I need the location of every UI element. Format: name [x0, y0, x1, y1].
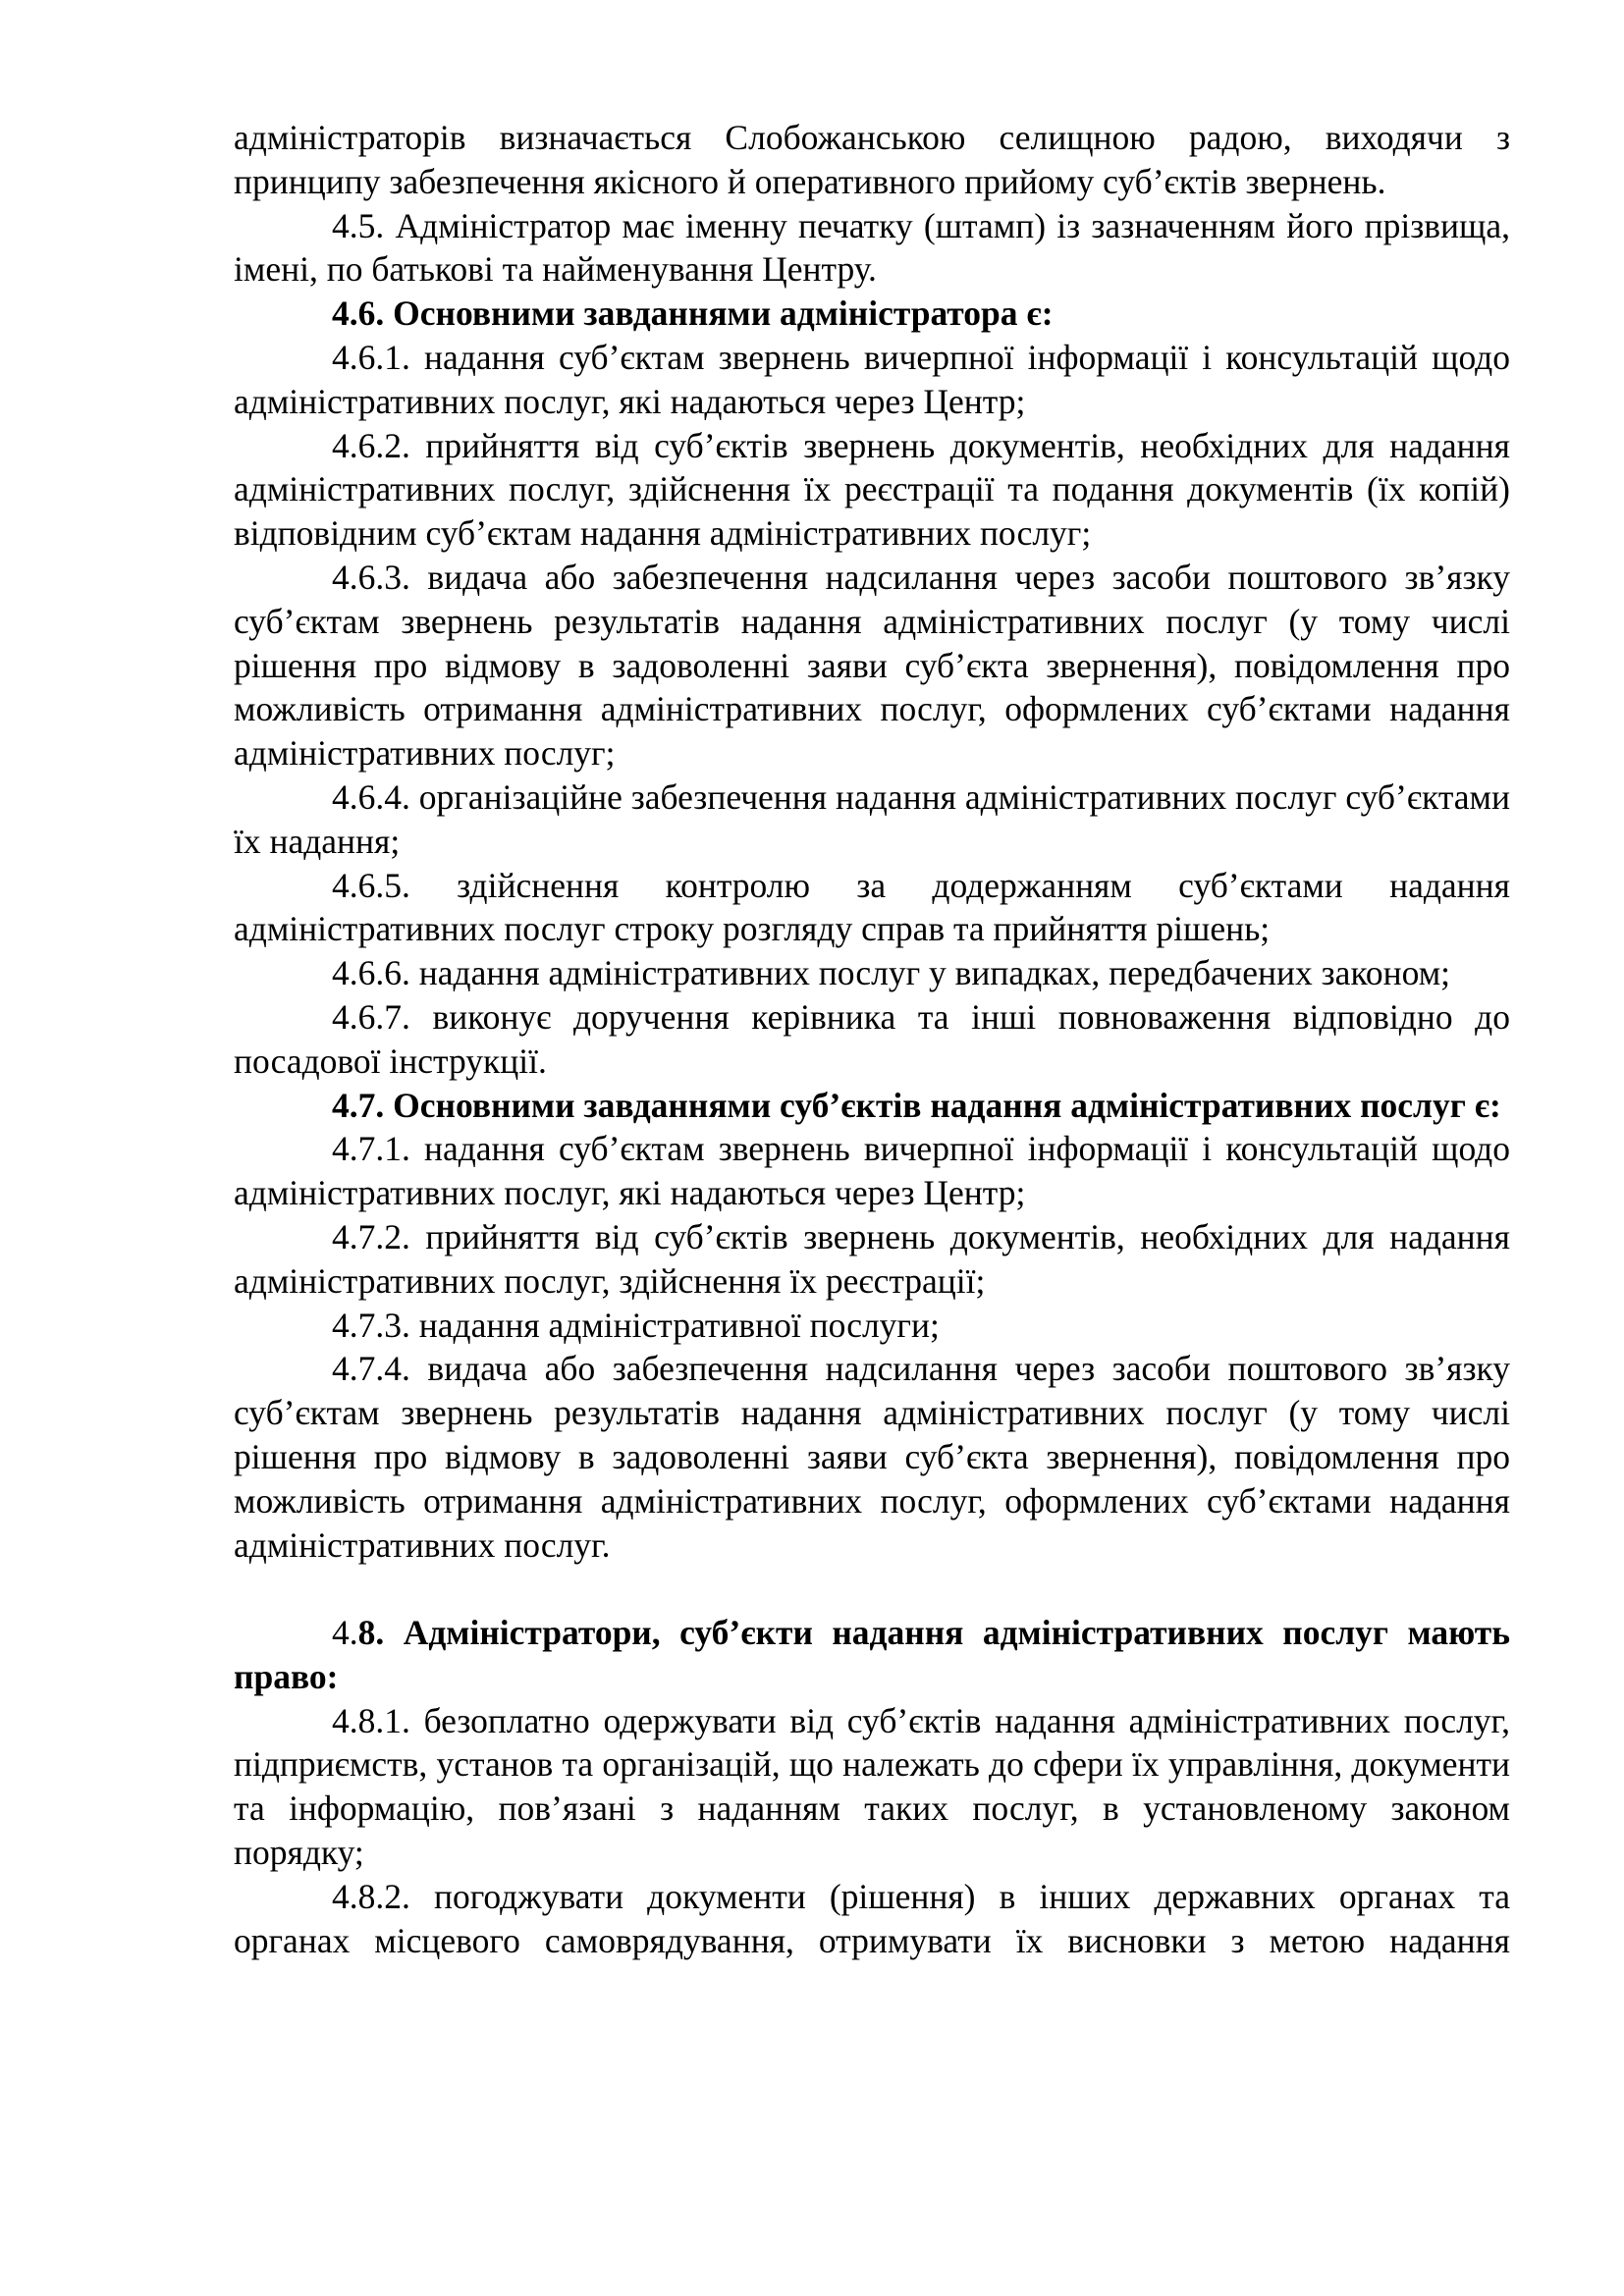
heading-4-6 — [234, 292, 1510, 336]
paragraph-4-7-4: 4.7.4. видача або забезпечення надсилання через засоби поштового зв’язку суб’єктам звернень результатів надання адміністративних послуг (у тому числі рішення про відмову в задоволенні заяви суб’єкта звернення), повідомлення про можливість отримання адміністративних послуг, оформлених суб’єктами надання адміністративних послуг. — [234, 1349, 1510, 1565]
paragraph-4-7-1: 4.7.1. надання суб’єктам звернень вичерпної інформації і консультацій щодо адміністративних послуг, які надаються через Центр; — [234, 1129, 1510, 1213]
paragraph-4-6-2: 4.6.2. прийняття від суб’єктів звернень документів, необхідних для надання адміністративних послуг, здійснення їх реєстрації та подання документів (їх копій) відповідним суб’єктам надання адміністративних послуг; — [234, 425, 1510, 554]
paragraph-4-6-4: 4.6.4. організаційне забезпечення надання адміністративних послуг суб’єктами їх надання; — [234, 776, 1510, 861]
paragraph-4-8-1: 4.8.1. безоплатно одержувати від суб’єктів надання адміністративних послуг, підприємств, установ та організацій, що належать до сфери їх управління, документи та інформацію, пов’язані з наданням таких послуг, в установленому законом порядку; — [234, 1700, 1510, 1873]
paragraph-4-6-6: 4.6.6. надання адміністративних послуг у випадках, передбачених законом; — [332, 953, 1451, 993]
paragraph-4-5: 4.5. Адміністратор має іменну печатку (штамп) із зазначенням його прізвища, імені, по батькові та найменування Центру. — [234, 205, 1510, 290]
heading-4-8-prefix: 4. — [332, 1613, 358, 1653]
heading-4-8-text: 8. Адміністратори, суб’єкти надання адміністративних послуг мають право: — [234, 1613, 1510, 1696]
paragraph-4-6-3: 4.6.3. видача або забезпечення надсилання через засоби поштового зв’язку суб’єктам звернень результатів надання адміністративних послуг (у тому числі рішення про відмову в задоволенні заяви суб’єкта звернення), повідомлення про можливість отримання адміністративних послуг, оформлених суб’єктами надання адміністративних послуг; — [234, 557, 1510, 774]
paragraph-continuation: адміністраторів визначається Слобожанською селищною радою, виходячи з принципу забезпечення якісного й оперативного прийому суб’єктів звернень. — [234, 118, 1510, 201]
paragraph-gap — [234, 1567, 1510, 1611]
heading-4-6-text: 4.6. Основними завданнями адміністратора є: — [332, 294, 1054, 334]
paragraph-4-8-2: 4.8.2. погоджувати документи (рішення) в інших державних органах та органах місцевого самоврядування, отримувати їх висновки з метою надання — [234, 1876, 1510, 1960]
paragraph-4-7-2: 4.7.2. прийняття від суб’єктів звернень документів, необхідних для надання адміністративних послуг, здійснення їх реєстрації; — [234, 1216, 1510, 1301]
document-page — [234, 116, 1510, 1962]
heading-4-7 — [234, 1084, 1510, 1128]
heading-4-8 — [234, 1611, 1510, 1699]
paragraph-4-6-1: 4.6.1. надання суб’єктам звернень вичерпної інформації і консультацій щодо адміністративних послуг, які надаються через Центр; — [234, 337, 1510, 421]
heading-4-7-text: 4.7. Основними завданнями суб’єктів надання адміністративних послуг є: — [332, 1085, 1501, 1125]
paragraph-4-6-7: 4.6.7. виконує доручення керівника та інші повноваження відповідно до посадової інструкції. — [234, 996, 1510, 1081]
paragraph-4-7-3: 4.7.3. надання адміністративної послуги; — [332, 1305, 940, 1345]
paragraph-4-6-5: 4.6.5. здійснення контролю за додержанням суб’єктами надання адміністративних послуг строку розгляду справ та прийняття рішень; — [234, 865, 1510, 949]
